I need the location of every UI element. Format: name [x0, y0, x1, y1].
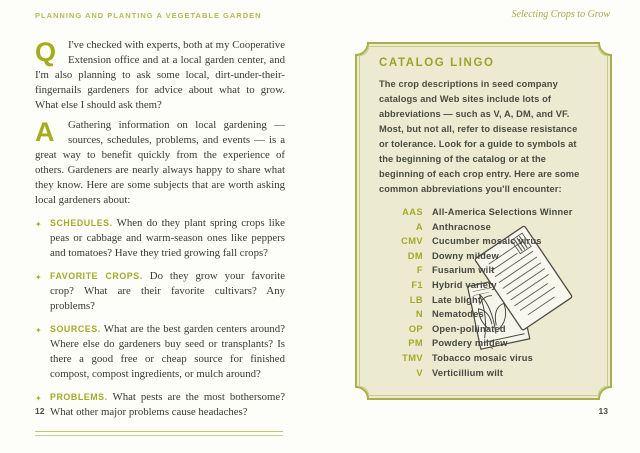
bullet-label: PROBLEMS.	[50, 392, 108, 402]
abbreviation-meaning: Powdery mildew	[432, 338, 508, 349]
section-divider-rule	[35, 431, 283, 436]
bullet-text: Do they grow your favorite crop? What are their favorite cultivars? Any problems?	[50, 270, 285, 312]
bullet-text: What are the best garden centers around? Where else do gardeners buy seed or transplants? Is there a good free or cheap source for finished compost, compost ingredients, or mulch around?	[50, 323, 285, 380]
answer-marker-letter: A	[35, 117, 55, 147]
list-item-favorite-crops	[35, 269, 285, 314]
question-topics-list	[35, 216, 285, 420]
abbreviation-row	[379, 278, 588, 293]
abbreviation-code: V	[416, 367, 423, 378]
bullet-label: SCHEDULES.	[50, 218, 113, 228]
catalog-lingo-box	[355, 42, 612, 400]
abbreviation-meaning: Downy mildew	[432, 250, 499, 261]
abbreviation-meaning: Anthracnose	[432, 221, 492, 232]
answer-text: Gathering information on local gardening — sources, schedules, problems, and events — is a great way to benefit quickly from the experience of others. Gardeners are nearly always happy to share what they know. Here are some subjects that are worth asking local gardeners about:	[35, 119, 285, 206]
abbreviation-row	[379, 249, 588, 264]
abbreviation-code: PM	[408, 338, 423, 349]
list-item-schedules	[35, 216, 285, 261]
question-paragraph	[35, 38, 285, 113]
abbreviation-row	[379, 336, 588, 351]
abbreviation-row	[379, 220, 588, 235]
abbreviation-row	[379, 293, 588, 308]
abbreviation-meaning: Nematodes	[432, 309, 484, 320]
question-text: I've checked with experts, both at my Cooperative Extension office and at a local garden center, and I'm also planning to ask some local, dirt-under-their-fingernails gardeners for advice about what to grow. What else I should ask them?	[35, 39, 285, 111]
abbreviation-code: A	[415, 221, 423, 232]
answer-paragraph	[35, 118, 285, 208]
left-page-column	[35, 38, 285, 436]
abbreviation-row	[379, 234, 588, 249]
right-running-head: Selecting Crops to Grow	[511, 9, 610, 20]
abbreviation-meaning: Tobacco mosaic virus	[432, 352, 533, 363]
bullet-text: What pests are the most bothersome? What other major problems cause headaches?	[50, 391, 285, 418]
abbreviation-meaning: Verticillium wilt	[432, 367, 504, 378]
abbreviation-row	[379, 307, 588, 322]
abbreviation-list	[379, 205, 588, 380]
abbreviation-meaning: Open-pollinated	[432, 323, 506, 334]
catalog-box-content	[355, 42, 612, 400]
left-running-head: PLANNING AND PLANTING A VEGETABLE GARDEN	[35, 11, 262, 20]
catalog-box-title: CATALOG LINGO	[379, 57, 495, 69]
diamond-bullet-icon: ✦	[35, 394, 42, 403]
abbreviation-meaning: All-America Selections Winner	[432, 207, 573, 217]
bullet-label: SOURCES.	[50, 324, 101, 334]
abbreviation-code: F	[416, 265, 423, 276]
list-item-sources	[35, 322, 285, 382]
abbreviation-row	[379, 322, 588, 337]
catalog-box-intro: The crop descriptions in seed company catalogs and Web sites include lots of abbreviations — such as V, A, DM, and VF. Most, but not all, refer to disease resistance or tolerance. Look for a guide to symbols at the beginning of the catalog or at the beginning of each crop entry. Here are some common abbreviations you'll encounter:	[379, 79, 580, 194]
abbreviation-meaning: Late blight	[432, 294, 482, 305]
abbreviation-code: LB	[409, 294, 423, 305]
diamond-bullet-icon: ✦	[35, 220, 42, 229]
left-page-number: 12	[35, 406, 45, 416]
abbreviation-code: OP	[408, 323, 423, 334]
bullet-text: When do they plant spring crops like peas or cabbage and warm-season ones like peppers and tomatoes? Have they tried growing fall crops?	[50, 217, 285, 259]
abbreviation-code: N	[415, 309, 423, 320]
abbreviation-code: TMV	[402, 352, 423, 363]
list-item-problems	[35, 390, 285, 420]
abbreviation-meaning: Fusarium wilt	[432, 265, 495, 276]
abbreviation-code: CMV	[401, 236, 423, 247]
abbreviation-row	[379, 205, 588, 220]
diamond-bullet-icon: ✦	[35, 326, 42, 335]
abbreviation-row	[379, 366, 588, 381]
diamond-bullet-icon: ✦	[35, 273, 42, 282]
abbreviation-meaning: Hybrid variety	[432, 279, 497, 290]
abbreviation-code: AAS	[402, 207, 423, 217]
abbreviation-code: F1	[411, 279, 423, 290]
abbreviation-meaning: Cucumber mosaic virus	[432, 236, 542, 247]
abbreviation-code: DM	[407, 250, 423, 261]
bullet-label: FAVORITE CROPS.	[50, 271, 143, 281]
abbreviation-row	[379, 263, 588, 278]
right-page-number: 13	[598, 406, 608, 416]
question-marker-letter: Q	[35, 37, 57, 67]
abbreviation-row	[379, 351, 588, 366]
